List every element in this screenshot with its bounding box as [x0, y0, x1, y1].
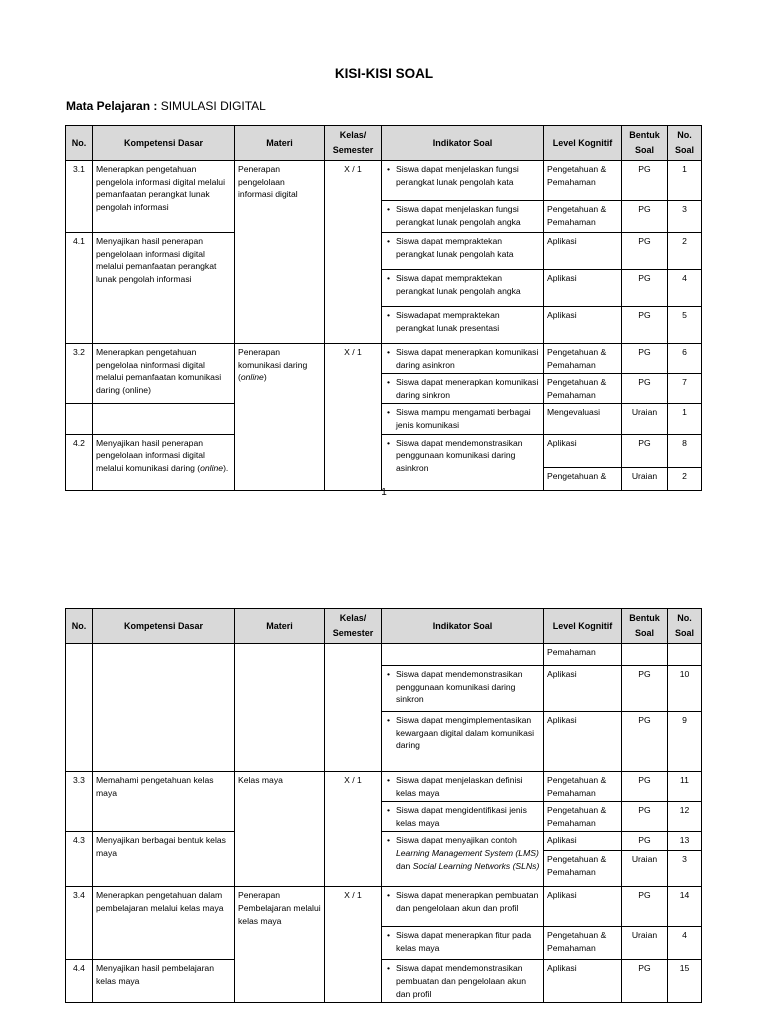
- bentuk-soal: Uraian: [622, 467, 668, 490]
- materi-text: Penerapan Pembelajaran melalui kelas maya: [235, 887, 325, 1003]
- bullet-icon: •: [387, 930, 391, 941]
- indikator-text: Siswa dapat mendemonstrasikan penggunaan komunikasi daring sinkron: [396, 669, 523, 705]
- indikator-text-part: Siswa dapat menyajikan contoh: [396, 835, 517, 846]
- materi-text: Penerapan pengelolaan informasi digital: [235, 161, 325, 344]
- level-kognitif: Pemahaman: [544, 644, 622, 666]
- indikator-text: Siswa dapat mengimplementasikan kewargaan digital dalam komunikasi daring: [396, 715, 535, 751]
- no-soal: 5: [668, 307, 702, 344]
- level-kognitif: Aplikasi: [544, 666, 622, 712]
- table-header-row: [66, 126, 702, 161]
- indikator-cell: [382, 434, 544, 490]
- header-indikator-soal: Indikator Soal: [382, 609, 544, 644]
- level-kognitif: Aplikasi: [544, 307, 622, 344]
- indikator-text: Siswa mampu mengamati berbagai jenis komunikasi: [396, 407, 531, 430]
- bentuk-soal: PG: [622, 161, 668, 201]
- kisi-table-page-2: [65, 608, 702, 1003]
- bentuk-soal: PG: [622, 344, 668, 374]
- subject-value: SIMULASI DIGITAL: [160, 99, 266, 113]
- level-kognitif: Pengetahuan & Pemahaman: [544, 161, 622, 201]
- empty-cell: [622, 644, 668, 666]
- no-soal: 7: [668, 374, 702, 404]
- no-soal: 3: [668, 851, 702, 887]
- header-level-kognitif: Level Kognitif: [544, 609, 622, 644]
- no-soal: 2: [668, 233, 702, 270]
- no-soal: 10: [668, 666, 702, 712]
- kd-text: Menerapkan pengetahuan pengelolaa ninformasi digital melalui pemanfaatan komunikasi daring (online): [93, 344, 235, 404]
- materi-text-part: Penerapan komunikasi daring (: [238, 347, 308, 383]
- kelas-semester: X / 1: [325, 887, 382, 1003]
- indikator-text: Siswa dapat menjelaskan fungsi perangkat lunak pengolah angka: [396, 204, 521, 227]
- bentuk-soal: PG: [622, 201, 668, 233]
- bullet-icon: •: [387, 963, 391, 974]
- kd-text-part: ).: [223, 462, 229, 473]
- indikator-cell: [382, 772, 544, 802]
- indikator-text-italic: Social Learning Networks (SLNs): [412, 860, 540, 871]
- header-no: No.: [66, 609, 93, 644]
- indikator-text-part: dan: [396, 860, 413, 871]
- kd-text: Menyajikan hasil pembelajaran kelas maya: [93, 960, 235, 1003]
- level-kognitif: Pengetahuan & Pemahaman: [544, 772, 622, 802]
- indikator-cell: [382, 960, 544, 1003]
- indikator-text: Siswa dapat mengidentifikasi jenis kelas maya: [396, 805, 527, 828]
- kelas-semester: X / 1: [325, 772, 382, 887]
- header-bentuk-soal: Bentuk Soal: [622, 609, 668, 644]
- kd-text: Memahami pengetahuan kelas maya: [93, 772, 235, 832]
- indikator-cell: [382, 270, 544, 307]
- bentuk-soal: PG: [622, 233, 668, 270]
- table-row: [66, 887, 702, 927]
- level-kognitif: Aplikasi: [544, 233, 622, 270]
- level-kognitif: Pengetahuan & Pemahaman: [544, 344, 622, 374]
- indikator-cell: [382, 404, 544, 434]
- kd-number: 4.3: [66, 832, 93, 887]
- indikator-text: Siswa dapat mempraktekan perangkat lunak pengolah angka: [396, 273, 521, 296]
- level-kognitif: Aplikasi: [544, 434, 622, 467]
- no-soal: 3: [668, 201, 702, 233]
- table-row: [66, 233, 702, 270]
- bullet-icon: •: [387, 347, 391, 357]
- indikator-cell: [382, 307, 544, 344]
- indikator-cell: [382, 161, 544, 201]
- header-kompetensi-dasar: Kompetensi Dasar: [93, 609, 235, 644]
- level-kognitif: Aplikasi: [544, 960, 622, 1003]
- kd-text: Menerapkan pengetahuan dalam pembelajaran melalui kelas maya: [93, 887, 235, 960]
- indikator-text: Siswa dapat menerapkan fitur pada kelas maya: [396, 930, 532, 953]
- kd-text-italic: online: [200, 462, 224, 473]
- header-no: No.: [66, 126, 93, 161]
- table-row: [66, 404, 702, 434]
- header-kompetensi-dasar: Kompetensi Dasar: [93, 126, 235, 161]
- indikator-text: Siswa dapat menerapkan komunikasi daring sinkron: [396, 377, 539, 400]
- no-soal: 11: [668, 772, 702, 802]
- bullet-icon: •: [387, 236, 391, 246]
- subject-label: Mata Pelajaran :: [66, 99, 158, 113]
- bentuk-soal: PG: [622, 887, 668, 927]
- table-row: [66, 772, 702, 802]
- bentuk-soal: Uraian: [622, 851, 668, 887]
- bullet-icon: •: [387, 669, 391, 679]
- no-soal: 15: [668, 960, 702, 1003]
- table-row: [66, 960, 702, 1003]
- indikator-text: Siswa dapat menerapkan pembuatan dan pengelolaan akun dan profil: [396, 890, 539, 913]
- bentuk-soal: Uraian: [622, 404, 668, 434]
- bullet-icon: •: [387, 835, 391, 846]
- indikator-text: Siswa dapat mendemonstrasikan penggunaan komunikasi daring asinkron: [396, 437, 523, 473]
- level-kognitif: Pengetahuan &: [544, 467, 622, 490]
- indikator-cell: [382, 832, 544, 887]
- bentuk-soal: PG: [622, 960, 668, 1003]
- no-soal: 8: [668, 434, 702, 467]
- indikator-cell: [382, 374, 544, 404]
- indikator-cell: [382, 233, 544, 270]
- table-row: [66, 434, 702, 467]
- bentuk-soal: PG: [622, 666, 668, 712]
- empty-cell: [66, 644, 93, 772]
- bullet-icon: •: [387, 310, 391, 320]
- empty-cell: [66, 404, 93, 434]
- bullet-icon: •: [387, 407, 391, 418]
- kd-number: 3.4: [66, 887, 93, 960]
- table-row: [66, 161, 702, 201]
- indikator-cell: [382, 927, 544, 960]
- kd-text: Menyajikan berbagai bentuk kelas maya: [93, 832, 235, 887]
- no-soal: 6: [668, 344, 702, 374]
- level-kognitif: Pengetahuan & Pemahaman: [544, 851, 622, 887]
- level-kognitif: Pengetahuan & Pemahaman: [544, 374, 622, 404]
- indikator-cell: [382, 802, 544, 832]
- indikator-cell: [382, 201, 544, 233]
- no-soal: 1: [668, 161, 702, 201]
- no-soal: 9: [668, 712, 702, 772]
- kd-text: [93, 434, 235, 490]
- level-kognitif: Aplikasi: [544, 887, 622, 927]
- kelas-semester: X / 1: [325, 344, 382, 491]
- indikator-text: Siswa dapat menjelaskan definisi kelas maya: [396, 775, 523, 798]
- bullet-icon: •: [387, 715, 391, 725]
- bullet-icon: •: [387, 805, 391, 816]
- header-no-soal: No. Soal: [668, 609, 702, 644]
- level-kognitif: Pengetahuan & Pemahaman: [544, 927, 622, 960]
- kelas-semester: X / 1: [325, 161, 382, 344]
- materi-text-italic: online: [240, 372, 264, 383]
- no-soal: 14: [668, 887, 702, 927]
- table-header-row: [66, 609, 702, 644]
- kd-text: Menerapkan pengetahuan pengelola informasi digital melalui pemanfaatan perangkat lunak pengolah informasi: [93, 161, 235, 233]
- kd-text-part: Menyajikan hasil penerapan pengelolaan informasi digital melalui komunikasi daring (: [96, 437, 205, 473]
- header-bentuk-soal: Bentuk Soal: [622, 126, 668, 161]
- indikator-text-italic: Learning Management System (LMS): [396, 847, 539, 858]
- indikator-cell: [382, 344, 544, 374]
- bentuk-soal: PG: [622, 307, 668, 344]
- level-kognitif: Aplikasi: [544, 712, 622, 772]
- bullet-icon: •: [387, 273, 391, 283]
- kd-number: 3.3: [66, 772, 93, 832]
- indikator-cell: [382, 666, 544, 712]
- empty-cell: [93, 404, 235, 434]
- indikator-cell: [382, 712, 544, 772]
- empty-cell: [325, 644, 382, 772]
- kisi-table-page-1: [65, 125, 702, 491]
- bullet-icon: •: [387, 437, 391, 448]
- bentuk-soal: PG: [622, 802, 668, 832]
- no-soal: 4: [668, 270, 702, 307]
- table-row: [66, 344, 702, 374]
- level-kognitif: Mengevaluasi: [544, 404, 622, 434]
- bentuk-soal: Uraian: [622, 927, 668, 960]
- level-kognitif: Aplikasi: [544, 832, 622, 851]
- bentuk-soal: PG: [622, 434, 668, 467]
- no-soal: 2: [668, 467, 702, 490]
- materi-text-part: ): [263, 372, 267, 383]
- kd-number: 4.1: [66, 233, 93, 344]
- empty-cell: [382, 644, 544, 666]
- indikator-text: Siswa dapat menerapkan komunikasi daring asinkron: [396, 347, 539, 370]
- indikator-text: Siswa dapat mendemonstrasikan pembuatan dan pengelolaan akun dan profil: [396, 963, 526, 999]
- table-row: [66, 644, 702, 666]
- kd-text: Menyajikan hasil penerapan pengelolaan informasi digital melalui pemanfaatan perangkat lunak pengolah informasi: [93, 233, 235, 344]
- indikator-cell: [382, 887, 544, 927]
- bullet-icon: •: [387, 377, 391, 388]
- header-no-soal: No. Soal: [668, 126, 702, 161]
- bentuk-soal: PG: [622, 270, 668, 307]
- level-kognitif: Aplikasi: [544, 270, 622, 307]
- bentuk-soal: PG: [622, 712, 668, 772]
- bentuk-soal: PG: [622, 772, 668, 802]
- header-kelas-semester: Kelas/ Semester: [325, 609, 382, 644]
- indikator-text: Siswadapat mempraktekan perangkat lunak presentasi: [396, 310, 500, 333]
- bentuk-soal: PG: [622, 832, 668, 851]
- empty-cell: [235, 644, 325, 772]
- indikator-text: Siswa dapat mempraktekan perangkat lunak pengolah kata: [396, 236, 514, 259]
- empty-cell: [668, 644, 702, 666]
- level-kognitif: Pengetahuan & Pemahaman: [544, 201, 622, 233]
- no-soal: 4: [668, 927, 702, 960]
- header-materi: Materi: [235, 126, 325, 161]
- bullet-icon: •: [387, 775, 391, 785]
- materi-text: [235, 344, 325, 491]
- header-level-kognitif: Level Kognitif: [544, 126, 622, 161]
- kd-number: 4.2: [66, 434, 93, 490]
- empty-cell: [93, 644, 235, 772]
- header-kelas-semester: Kelas/ Semester: [325, 126, 382, 161]
- kd-number: 3.2: [66, 344, 93, 404]
- table-row: [66, 832, 702, 851]
- level-kognitif: Pengetahuan & Pemahaman: [544, 802, 622, 832]
- no-soal: 1: [668, 404, 702, 434]
- bullet-icon: •: [387, 204, 391, 214]
- subject-row: [66, 99, 266, 113]
- indikator-text: Siswa dapat menjelaskan fungsi perangkat lunak pengolah kata: [396, 164, 519, 187]
- no-soal: 12: [668, 802, 702, 832]
- document-title: KISI-KISI SOAL: [334, 66, 434, 81]
- kd-number: 4.4: [66, 960, 93, 1003]
- kd-number: 3.1: [66, 161, 93, 233]
- page-number: 1: [381, 487, 387, 498]
- bullet-icon: •: [387, 164, 391, 174]
- bullet-icon: •: [387, 890, 391, 901]
- bentuk-soal: PG: [622, 374, 668, 404]
- materi-text: Kelas maya: [235, 772, 325, 887]
- header-indikator-soal: Indikator Soal: [382, 126, 544, 161]
- header-materi: Materi: [235, 609, 325, 644]
- no-soal: 13: [668, 832, 702, 851]
